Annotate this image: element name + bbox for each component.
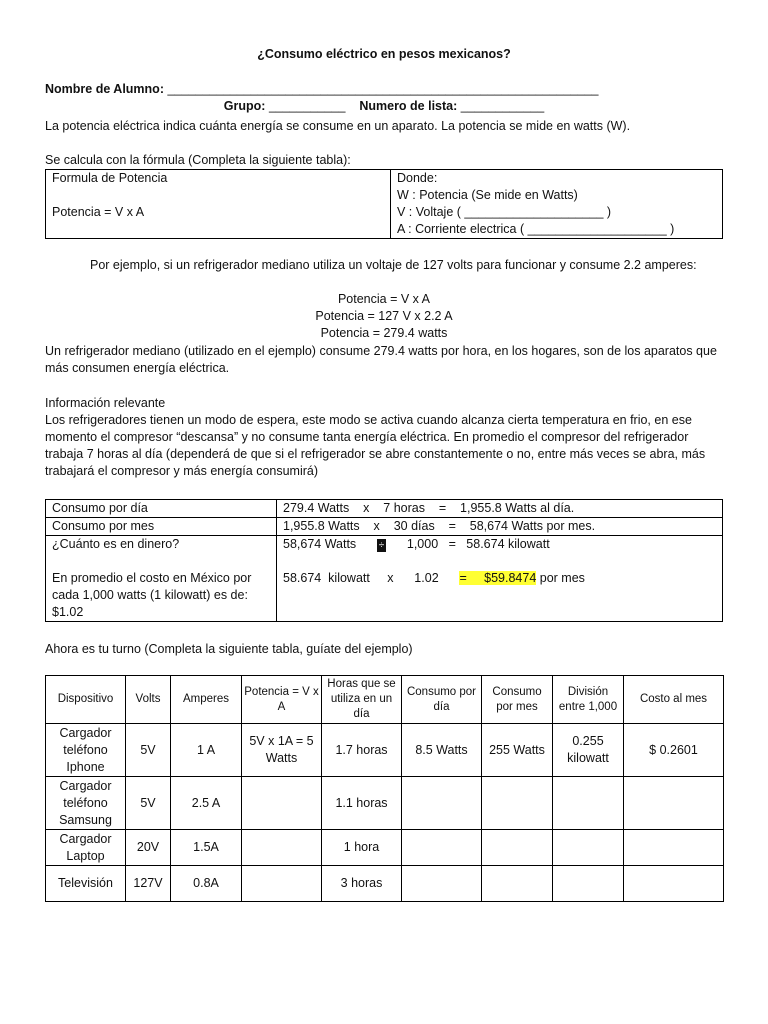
header-horas: Horas que se utiliza en un día (322, 676, 402, 724)
cell-potencia[interactable] (242, 866, 322, 902)
group-line (45, 98, 723, 115)
cell-device: Cargador teléfono Iphone (46, 724, 126, 777)
header-volts: Volts (126, 676, 171, 724)
table-row (46, 866, 724, 902)
group-blank: ___________ (268, 99, 346, 113)
formula-intro: Se calcula con la fórmula (Completa la siguiente tabla): (45, 153, 351, 167)
example-paragraph: Por ejemplo, si un refrigerador mediano utiliza un voltaje de 127 volts para funcionar y consume 2.2 amperes: (90, 258, 697, 272)
cell-consumo-dia[interactable] (402, 830, 482, 866)
example-conclusion: Un refrigerador mediano (utilizado en el ejemplo) consume 279.4 watts por hora, en los hogares, son de los aparatos que más consumen energía eléctrica. (45, 344, 717, 375)
costo-pre: 58.674 kilowatt x 1.02 (283, 571, 439, 585)
table-row (46, 500, 723, 518)
cell-potencia: 5V x 1A = 5 Watts (242, 724, 322, 777)
dinero-value (283, 536, 716, 553)
group-label: Grupo: (223, 99, 266, 113)
example-formula-line-3: Potencia = 279.4 watts (320, 326, 448, 340)
cell-device: Cargador Laptop (46, 830, 126, 866)
turno-instruction: Ahora es tu turno (Completa la siguiente tabla, guíate del ejemplo) (45, 642, 413, 656)
table-row (46, 724, 724, 777)
formula-right-title: Donde: (397, 171, 438, 185)
cell-consumo-mes[interactable] (482, 830, 553, 866)
cell-horas: 1 hora (322, 830, 402, 866)
header-dispositivo: Dispositivo (46, 676, 126, 724)
consumption-example-table (45, 499, 723, 622)
formula-table (45, 169, 723, 239)
example-formula-line-1: Potencia = V x A (337, 292, 431, 306)
table-row (46, 777, 724, 830)
list-number-blank: ____________ (460, 99, 545, 113)
student-name-label: Nombre de Alumno: (45, 82, 164, 96)
dinero-pre: 58,674 Watts (283, 537, 357, 551)
costo-result-highlight: = $59.8474 (459, 571, 537, 585)
cell-volts: 5V (126, 777, 171, 830)
table-row (46, 830, 724, 866)
info-paragraph: Los refrigeradores tienen un modo de espera, este modo se activa cuando alcanza cierta temperatura en frio, en ese momento el compresor “descansa” y no consume tanta energía eléctrica. En promedio el compresor del refrigerador trabaja 7 horas al día (dependerá de que si el refrigerador se abre constantemente o no, entre más veces se abra, más trabajará el compresor y más energía consumirá) (45, 413, 706, 478)
header-costo: Costo al mes (624, 676, 724, 724)
devices-header-row (46, 676, 724, 724)
cell-consumo-dia: 8.5 Watts (402, 724, 482, 777)
cell-consumo-mes[interactable] (482, 866, 553, 902)
formula-left-formula: Potencia = V x A (52, 205, 145, 219)
dinero-post: 1,000 = 58.674 kilowatt (406, 537, 550, 551)
formula-right-v: V : Voltaje ( ____________________ ) (397, 205, 612, 219)
costo-post: por mes (536, 571, 585, 585)
cell-amperes: 0.8A (171, 866, 242, 902)
consumo-mes-value: 1,955.8 Watts x 30 días = 58,674 Watts por mes. (277, 518, 723, 536)
table-row (46, 536, 723, 622)
cell-consumo-mes[interactable] (482, 777, 553, 830)
header-potencia: Potencia = V x A (242, 676, 322, 724)
consumo-mes-label: Consumo por mes (46, 518, 277, 536)
cell-amperes: 2.5 A (171, 777, 242, 830)
student-name-line (45, 81, 599, 98)
intro-paragraph: La potencia eléctrica indica cuánta energía se consume en un aparato. La potencia se mide en watts (W). (45, 119, 631, 133)
info-heading: Información relevante (45, 396, 166, 410)
cell-horas: 1.1 horas (322, 777, 402, 830)
header-amperes: Amperes (171, 676, 242, 724)
cell-device: Cargador teléfono Samsung (46, 777, 126, 830)
cell-amperes: 1 A (171, 724, 242, 777)
division-symbol: ÷ (378, 540, 385, 551)
table-row (46, 518, 723, 536)
cell-costo[interactable] (624, 866, 724, 902)
money-value-cell (277, 536, 723, 622)
cell-horas: 1.7 horas (322, 724, 402, 777)
cell-costo: $ 0.2601 (624, 724, 724, 777)
cell-amperes: 1.5A (171, 830, 242, 866)
formula-right-a: A : Corriente electrica ( ____________________ ) (397, 222, 675, 236)
cell-costo[interactable] (624, 777, 724, 830)
cell-volts: 20V (126, 830, 171, 866)
consumo-dia-label: Consumo por día (46, 500, 277, 518)
cell-division[interactable] (553, 777, 624, 830)
page-title: ¿Consumo eléctrico en pesos mexicanos? (257, 47, 511, 61)
cell-consumo-dia[interactable] (402, 777, 482, 830)
formula-right-w: W : Potencia (Se mide en Watts) (397, 188, 578, 202)
header-consumo-dia: Consumo por día (402, 676, 482, 724)
student-name-blank: ______________________________________________________________ (167, 82, 599, 96)
header-consumo-mes: Consumo por mes (482, 676, 553, 724)
header-division: División entre 1,000 (553, 676, 624, 724)
money-label-cell (46, 536, 277, 622)
example-formula-line-2: Potencia = 127 V x 2.2 A (315, 309, 453, 323)
cell-division[interactable] (553, 866, 624, 902)
costo-value (283, 570, 716, 587)
dinero-label: ¿Cuánto es en dinero? (52, 537, 180, 551)
cell-division[interactable] (553, 830, 624, 866)
cell-volts: 127V (126, 866, 171, 902)
consumo-dia-value: 279.4 Watts x 7 horas = 1,955.8 Watts al día. (277, 500, 723, 518)
cell-potencia[interactable] (242, 830, 322, 866)
cell-volts: 5V (126, 724, 171, 777)
cell-horas: 3 horas (322, 866, 402, 902)
cell-device: Televisión (46, 866, 126, 902)
cell-potencia[interactable] (242, 777, 322, 830)
costo-label: En promedio el costo en México por cada 1,000 watts (1 kilowatt) es de: $1.02 (52, 571, 252, 619)
cell-costo[interactable] (624, 830, 724, 866)
cell-division: 0.255 kilowatt (553, 724, 624, 777)
formula-left-cell (46, 170, 391, 239)
formula-left-title: Formula de Potencia (52, 171, 168, 185)
cell-consumo-mes: 255 Watts (482, 724, 553, 777)
cell-consumo-dia[interactable] (402, 866, 482, 902)
devices-table (45, 675, 724, 902)
list-number-label: Numero de lista: (359, 99, 458, 113)
formula-right-cell (391, 170, 723, 239)
